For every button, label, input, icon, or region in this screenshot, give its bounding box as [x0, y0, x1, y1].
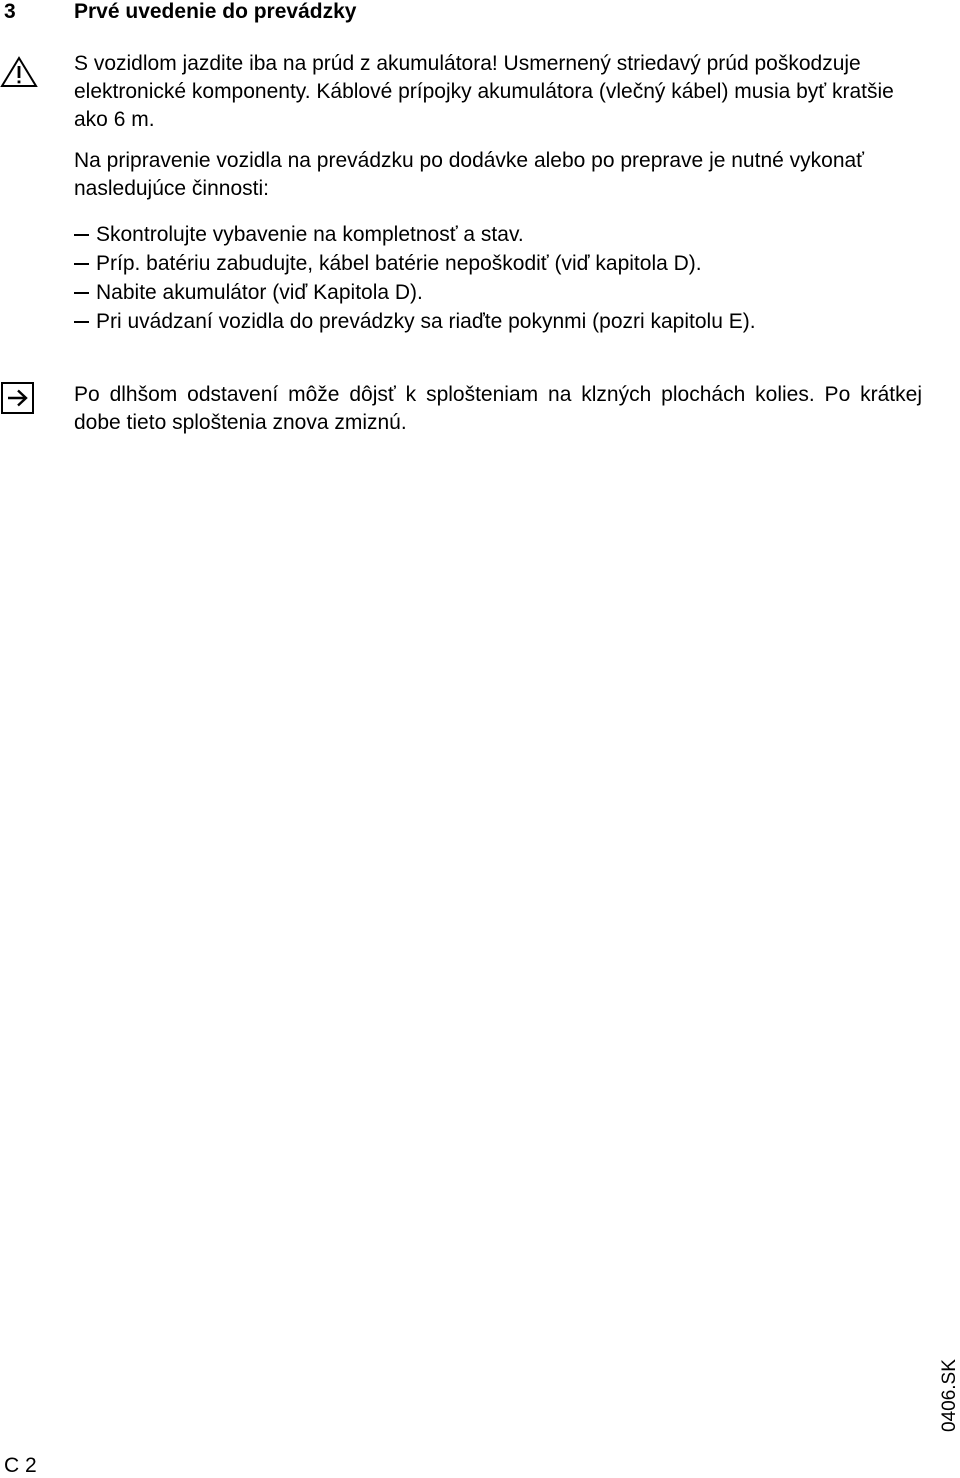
task-text: Príp. batériu zabudujte, kábel batérie nepoškodiť (viď kapitola D). — [96, 252, 702, 275]
list-item — [74, 220, 922, 249]
intro-text: Na pripravenie vozidla na prevádzku po dodávke alebo po preprave je nutné vykonať nasledujúce činnosti: — [74, 149, 865, 200]
list-item — [74, 307, 922, 336]
warning-triangle-icon — [0, 56, 40, 88]
note-text: Po dlhšom odstavení môže dôjsť k splošteniam na klzných plochách kolies. Po krátkej dobe tieto sploštenia znova zmiznú. — [74, 383, 922, 434]
dash-bullet — [74, 292, 89, 294]
task-text: Pri uvádzaní vozidla do prevádzky sa riaďte pokynmi (pozri kapitolu E). — [96, 310, 756, 333]
list-item — [74, 249, 922, 278]
document-code: 0406.SK — [939, 1359, 960, 1432]
dash-bullet — [74, 234, 89, 236]
page-number: C 2 — [4, 1454, 37, 1477]
dash-bullet — [74, 263, 89, 265]
list-item — [74, 278, 922, 307]
dash-bullet — [74, 321, 89, 323]
arrow-right-icon — [0, 381, 40, 415]
section-title: Prvé uvedenie do prevádzky — [74, 0, 357, 23]
task-list — [74, 220, 922, 336]
task-text: Skontrolujte vybavenie na kompletnosť a stav. — [96, 223, 524, 246]
warning-text: S vozidlom jazdite iba na prúd z akumulátora! Usmernený striedavý prúd poškodzuje elektronické komponenty. Káblové prípojky akumulátora (vlečný kábel) musia byť kratšie ako 6 m. — [74, 52, 894, 131]
section-number: 3 — [4, 0, 16, 23]
task-text: Nabite akumulátor (viď Kapitola D). — [96, 281, 423, 304]
